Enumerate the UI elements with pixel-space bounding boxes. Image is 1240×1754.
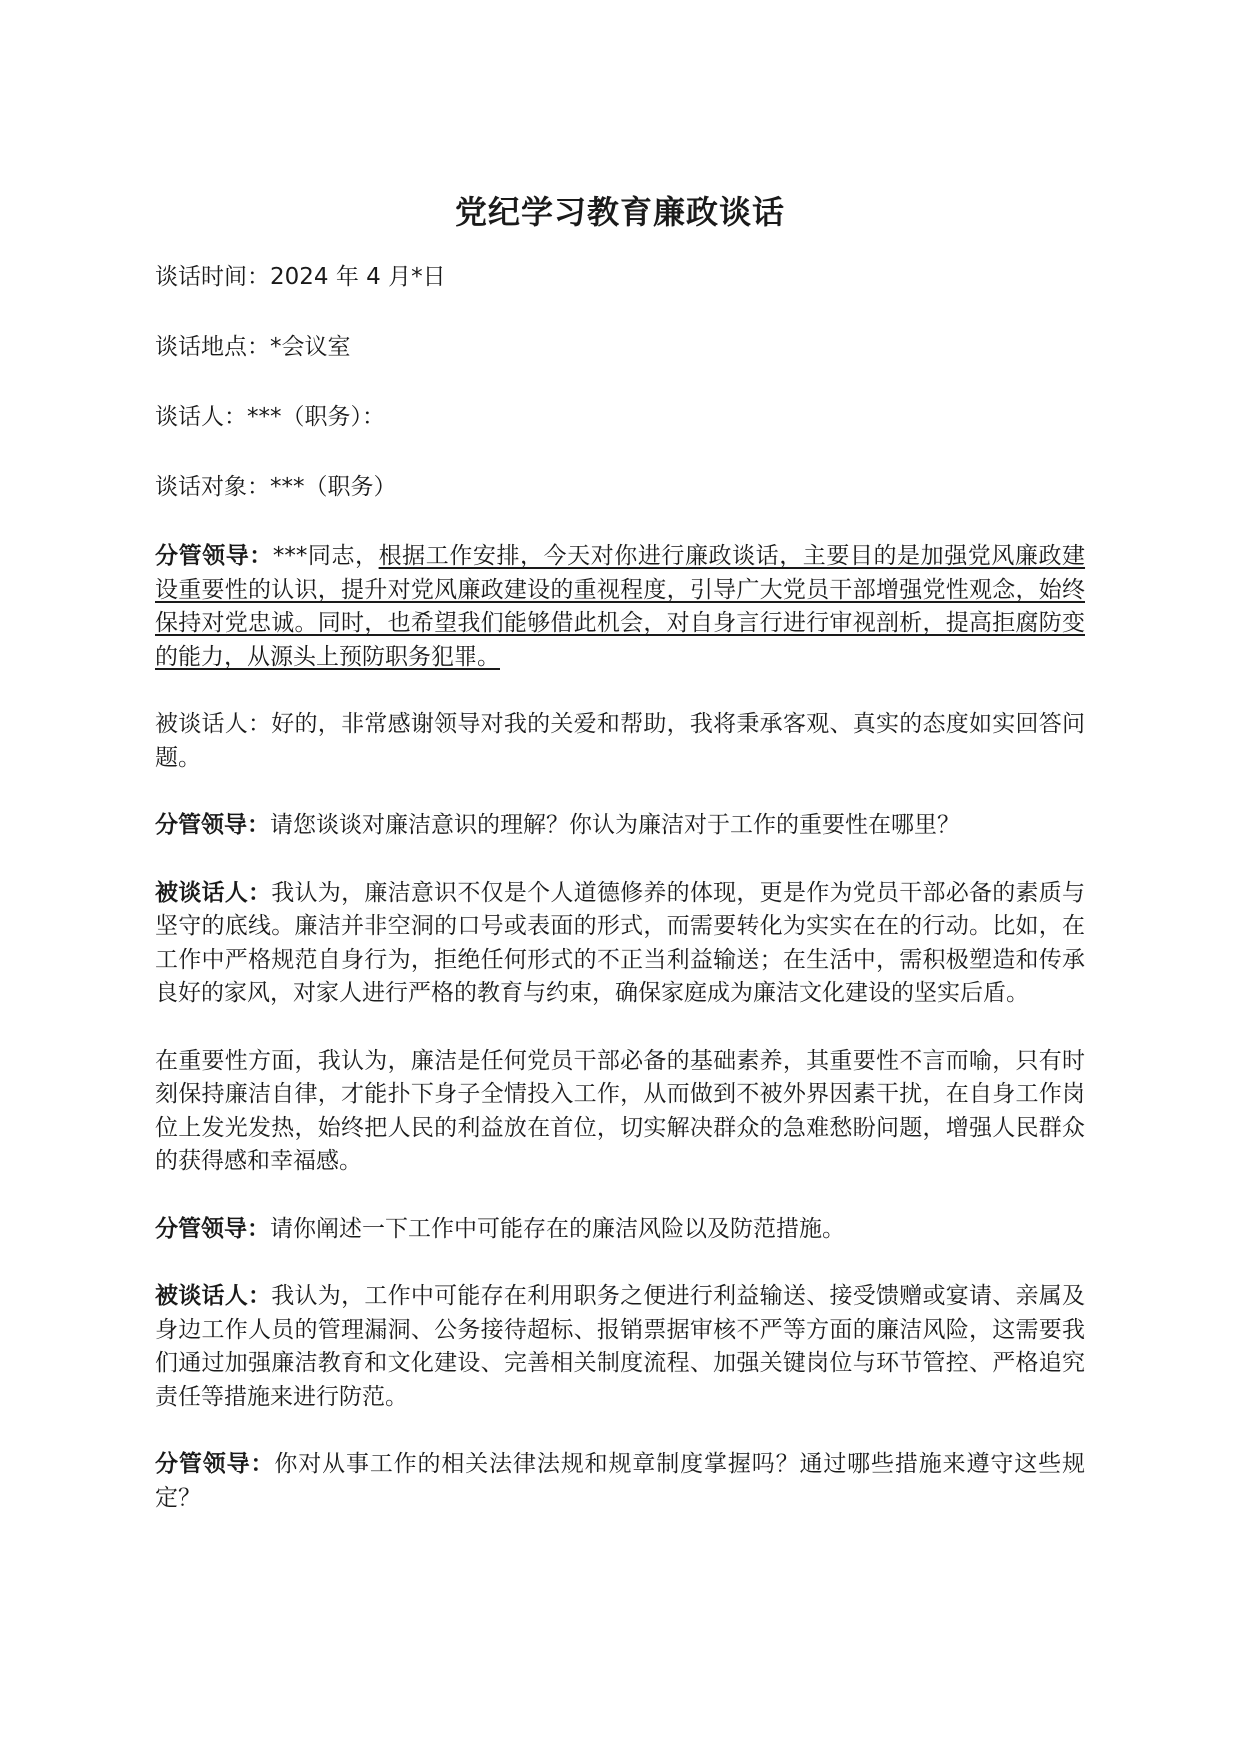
meta-value: *会议室 <box>270 334 351 360</box>
paragraph-lead: ***同志， <box>272 543 379 569</box>
dialogue-paragraph <box>155 809 1085 843</box>
speaker-label: 被谈话人： <box>155 879 272 906</box>
meta-value: ***（职务） <box>270 474 397 500</box>
dialogue-paragraph <box>155 877 1085 1011</box>
meta-talker <box>155 400 1085 434</box>
paragraph-text: 根据工作安排，今天对你进行廉政谈话，主要目的是加强党风廉政建设重要性的认识，提升对党风廉政建设的重视程度，引导广大党员干部增强党性观念，始终保持对党忠诚。同时，也希望我们能够借此机会，对自身言行进行审视剖析，提高拒腐防变的能力，从源头上预防职务犯罪。 <box>155 543 1086 670</box>
dialogue-paragraph <box>155 1213 1085 1247</box>
meta-value: ***（职务）： <box>247 404 385 430</box>
paragraph-text: 我认为，工作中可能存在利用职务之便进行利益输送、接受馈赠或宴请、亲属及身边工作人员的管理漏洞、公务接待超标、报销票据审核不严等方面的廉洁风险，这需要我们通过加强廉洁教育和文化建设、完善相关制度流程、加强关键岗位与环节管控、严格追究责任等措施来进行防范。 <box>155 1283 1086 1410</box>
document-page <box>155 190 1085 1549</box>
meta-label: 谈话对象： <box>155 474 270 500</box>
speaker-label: 分管领导： <box>155 1451 275 1477</box>
dialogue-paragraph <box>155 1280 1085 1414</box>
speaker-label: 被谈话人： <box>155 1283 272 1309</box>
meta-talk-time <box>155 260 1085 294</box>
paragraph-text: 我认为，廉洁意识不仅是个人道德修养的体现，更是作为党员干部必备的素质与坚守的底线。廉洁并非空洞的口号或表面的形式，而需要转化为实实在在的行动。比如，在工作中严格规范自身行为，拒绝任何形式的不正当利益输送；在生活中，需积极塑造和传承良好的家风，对家人进行严格的教育与约束，确保家庭成为廉洁文化建设的坚实后盾。 <box>155 879 1086 1006</box>
dialogue-paragraph <box>155 1045 1085 1179</box>
meta-label: 谈话时间： <box>155 264 270 290</box>
paragraph-text: 请你阐述一下工作中可能存在的廉洁风险以及防范措施。 <box>270 1215 845 1242</box>
speaker-label: 分管领导： <box>155 543 273 569</box>
meta-label: 谈话地点： <box>155 334 270 360</box>
dialogue-paragraph <box>155 540 1085 674</box>
speaker-label: 被谈话人： <box>155 711 272 737</box>
meta-talk-place <box>155 330 1085 364</box>
paragraph-text: 请您谈谈对廉洁意识的理解？你认为廉洁对于工作的重要性在哪里？ <box>270 812 960 838</box>
speaker-label: 分管领导： <box>155 1215 270 1242</box>
dialogue-paragraph <box>155 1448 1085 1515</box>
meta-label: 谈话人： <box>155 404 247 430</box>
document-title: 党纪学习教育廉政谈话 <box>454 193 785 231</box>
speaker-label: 分管领导： <box>155 812 270 838</box>
meta-talk-object <box>155 470 1085 504</box>
paragraph-text: 在重要性方面，我认为，廉洁是任何党员干部必备的基础素养，其重要性不言而喻，只有时刻保持廉洁自律，才能扑下身子全情投入工作，从而做到不被外界因素干扰，在自身工作岗位上发光发热，始终把人民的利益放在首位，切实解决群众的急难愁盼问题，增强人民群众的获得感和幸福感。 <box>155 1047 1085 1174</box>
paragraph-text: 你对从事工作的相关法律法规和规章制度掌握吗？通过哪些措施来遵守这些规定？ <box>155 1451 1086 1511</box>
paragraph-text: 好的，非常感谢领导对我的关爱和帮助，我将秉承客观、真实的态度如实回答问题。 <box>155 711 1086 771</box>
meta-value: 2024 年 4 月*日 <box>270 264 446 290</box>
dialogue-paragraph <box>155 708 1085 775</box>
